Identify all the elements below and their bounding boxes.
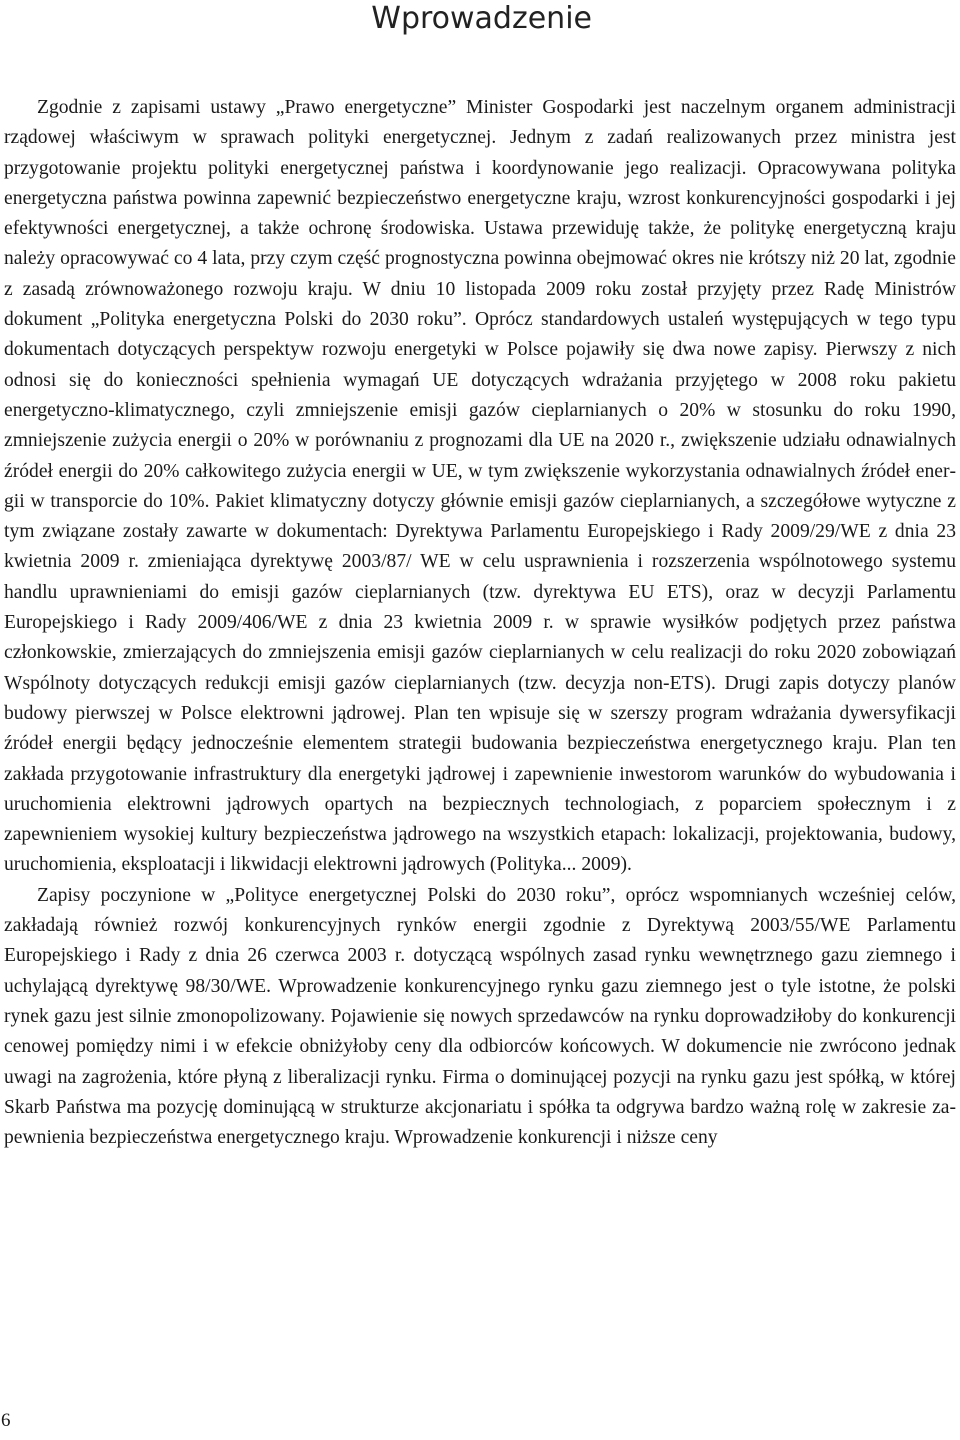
paragraph-1: Zgodnie z zapisami ustawy „Prawo energetyczne” Minister Gospodarki jest naczelnym organem administracji rządowej właściwym w sprawach polityki energetycznej. Jednym z zadań realizowanych przez ministra jest przygotowanie projektu polityki energetycznej państwa i koordynowanie jego realizacji. Opracowywana polityka energetyczna państwa powinna zapewnić bezpieczeństwo energetyczne kraju, wzrost konkurencyjności gospodarki i jej efektywności energetycznej, a także ochronę środowiska. Ustawa przewiduję także, że politykę energetyczną kraju należy opracowywać co 4 lata, przy czym część prognostyczna powinna obejmować okres nie krótszy niż 20 lat, zgodnie z zasadą zrównoważonego rozwoju kraju. W dniu 10 listopada 2009 roku został przyjęty przez Radę Ministrów dokument „Polityka energetyczna Polski do 2030 roku”. Oprócz standardowych ustaleń występujących w tego typu dokumentach dotyczących perspektyw rozwoju energetyki w Polsce pojawiły się dwa nowe zapisy. Pierwszy z nich odnosi się do konieczności spełnienia wymagań UE dotyczących wdrażania przyjętego w 2008 roku pakietu energetyczno-klimatycznego, czyli zmniejszenie emisji gazów cieplarnianych o 20% w stosunku do roku 1990, zmniejszenie zużycia energii o 20% w porównaniu z prognozami dla UE na 2020 r., zwiększenie udziału odnawialnych źródeł energii do 20% całkowitego zużycia energii w UE, w tym zwiększenie wykorzystania odnawialnych źródeł energii w transporcie do 10%. Pakiet klimatyczny dotyczy głównie emisji gazów cieplarnianych, a szczegółowe wytyczne z tym związane zostały zawarte w dokumentach: Dyrektywa Parlamentu Europejskiego i Rady 2009/29/WE z dnia 23 kwietnia 2009 r. zmieniająca dyrektywę 2003/87/ WE w celu usprawnienia i rozszerzenia wspólnotowego systemu handlu uprawnieniami do emisji gazów cieplarnianych (tzw. dyrektywa EU ETS), oraz w decyzji Parlamentu Europejskiego i Rady 2009/406/WE z dnia 23 kwietnia 2009 r. w sprawie wysiłków podjętych przez państwa członkowskie, zmierzających do zmniejszenia emisji gazów cieplarnianych w celu realizacji do roku 2020 zobowiązań Wspólnoty dotyczących redukcji emisji gazów cieplarnianych (tzw. decyzja non-ETS). Drugi zapis dotyczy planów budowy pierwszej w Polsce elektrowni jądrowej. Plan ten wpisuje się w szerszy program wdrażania dywersyfikacji źródeł energii będący jednocześnie elementem strategii budowania bezpieczeństwa energetycznego kraju. Plan ten zakłada przygotowanie infrastruktury dla energetyki jądrowej i zapewnienie inwestorom warunków do wybudowania i uruchomienia elektrowni jądrowych opartych na bezpiecznych technologiach, z poparciem społecznym i z zapewnieniem wysokiej kultury bezpieczeństwa jądrowego na wszystkich etapach: lokalizacji, projektowania, budowy, uruchomienia, eksploatacji i likwidacji elektrowni jądrowych (Polityka... 2009). — [4, 97, 956, 876]
page-number: 6 — [1, 1410, 11, 1431]
page-title: Wprowadzenie — [371, 1, 592, 36]
body-text — [4, 93, 956, 1153]
paragraph-2: Zapisy poczynione w „Polityce energetycznej Polski do 2030 roku”, oprócz wspomnianych wcześniej celów, zakładają również rozwój konkurencyjnych rynków energii zgodnie z Dyrektywą 2003/55/WE Parlamentu Europejskiego i Rady z dnia 26 czerwca 2003 r. dotyczącą wspólnych zasad rynku wewnętrznego gazu ziemnego i uchylającą dyrektywę 98/30/WE. Wprowadzenie konkurencyjnego rynku gazu ziemnego jest o tyle istotne, że polski rynek gazu jest silnie zmonopolizowany. Pojawienie się nowych sprzedawców na rynku doprowadziłoby do konkurencji cenowej pomiędzy nimi i w efekcie obniżyłoby ceny dla odbiorców końcowych. W dokumencie nie zwrócono jednak uwagi na zagrożenia, które płyną z liberalizacji rynku. Firma o dominującej pozycji na rynku gazu jest spółką, w której Skarb Państwa ma pozycję dominującą w strukturze akcjonariatu i spółka ta odgrywa bardzo ważną rolę w zakresie zapewnienia bezpieczeństwa energetycznego kraju. Wprowadzenie konkurencji i niższe ceny — [4, 884, 956, 1149]
